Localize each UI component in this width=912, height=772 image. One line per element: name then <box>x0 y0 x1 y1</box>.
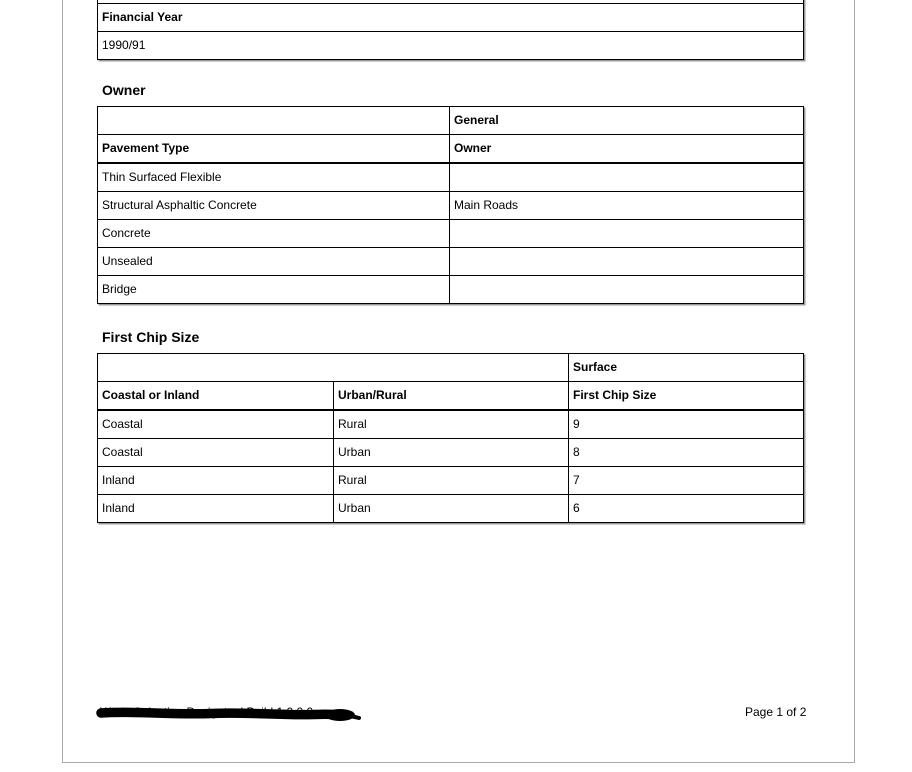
table-cell: Concrete <box>98 220 450 248</box>
table-cell <box>450 163 804 192</box>
table-cell: Structural Asphaltic Concrete <box>98 192 450 220</box>
table-header-cell: Urban/Rural <box>334 382 569 411</box>
table-cell: Thin Surfaced Flexible <box>98 163 450 192</box>
table-row <box>98 248 804 276</box>
table-row <box>98 220 804 248</box>
table-cell: 1990/91 <box>98 32 804 60</box>
page-indicator: Page 1 of 2 <box>745 705 807 719</box>
financial-year-table <box>97 0 804 60</box>
table-cell: 8 <box>569 439 804 467</box>
table-cell: Unsealed <box>98 248 450 276</box>
table-cell <box>98 107 450 135</box>
table-row <box>98 32 804 60</box>
table-cell: 7 <box>569 467 804 495</box>
first-chip-size-table <box>97 353 804 523</box>
table-cell: Rural <box>334 410 569 439</box>
footer-build-text: WorksSelection.Designtool Build 1.0.0.0 <box>100 705 314 719</box>
table-cell: Rural <box>334 467 569 495</box>
table-group-header-row <box>98 107 804 135</box>
table-row <box>98 192 804 220</box>
table-cell <box>98 354 569 382</box>
table-row <box>98 467 804 495</box>
table-header-cell: General <box>450 107 804 135</box>
section-heading-first-chip-size: First Chip Size <box>102 329 200 345</box>
table-cell: 6 <box>569 495 804 523</box>
table-row <box>98 276 804 304</box>
table-row <box>98 163 804 192</box>
table-header-row <box>98 4 804 32</box>
table-cell: 9 <box>569 410 804 439</box>
table-cell: Urban <box>334 495 569 523</box>
table-cell: Coastal <box>98 410 334 439</box>
table-row <box>98 495 804 523</box>
table-row <box>98 439 804 467</box>
owner-table <box>97 106 804 304</box>
table-cell: Coastal <box>98 439 334 467</box>
table-cell: Urban <box>334 439 569 467</box>
table-row <box>98 410 804 439</box>
table-cell <box>450 248 804 276</box>
table-header-cell: First Chip Size <box>569 382 804 411</box>
table-cell <box>450 276 804 304</box>
table-header-cell: Coastal or Inland <box>98 382 334 411</box>
table-cell: Main Roads <box>450 192 804 220</box>
table-cell: Inland <box>98 467 334 495</box>
table-cell: Bridge <box>98 276 450 304</box>
table-cell: Inland <box>98 495 334 523</box>
table-group-header-row <box>98 354 804 382</box>
table-header-cell: Surface <box>569 354 804 382</box>
section-heading-owner: Owner <box>102 82 146 98</box>
table-header-row <box>98 135 804 164</box>
table-cell <box>450 220 804 248</box>
table-header-cell: Owner <box>450 135 804 164</box>
table-header-cell: Pavement Type <box>98 135 450 164</box>
table-header-row <box>98 382 804 411</box>
table-header-cell: Financial Year <box>98 4 804 32</box>
